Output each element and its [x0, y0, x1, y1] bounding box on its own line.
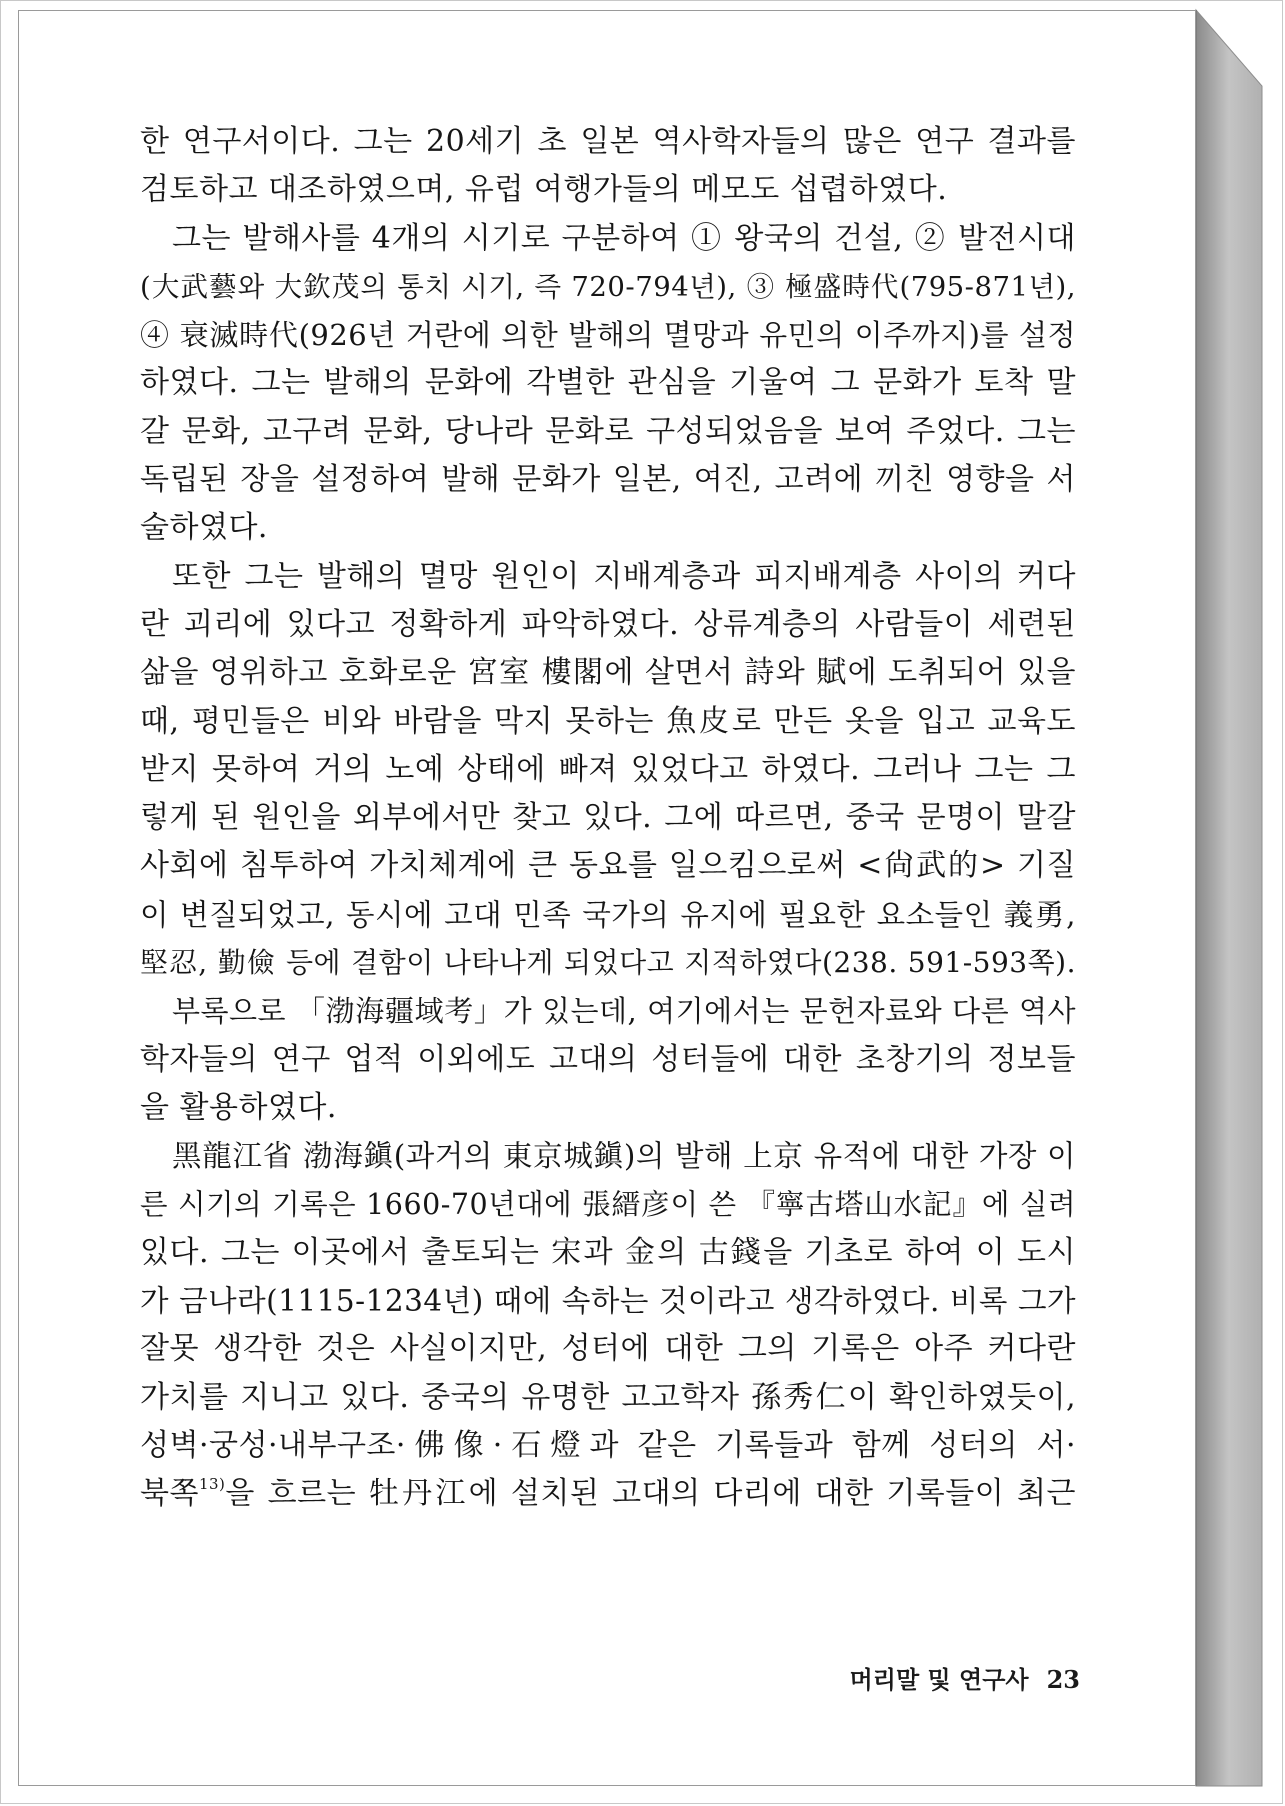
- text-line-content: 술하였다.: [140, 510, 268, 546]
- footnote-marker: 13): [198, 1475, 226, 1494]
- text-line: [140, 311, 1076, 359]
- body-text: [140, 118, 1076, 1519]
- text-line: [140, 359, 1076, 407]
- text-line-content: 삶을 영위하고 호화로운 宮室 樓閣에 살면서 詩와 賦에 도취되어 있을: [140, 655, 1076, 691]
- text-line: [140, 263, 1076, 311]
- text-line-content: 학자들의 연구 업적 이외에도 고대의 성터들에 대한 초창기의 정보들: [140, 1041, 1076, 1077]
- page-footer: [820, 1660, 1080, 1695]
- text-line-content: 란 괴리에 있다고 정확하게 파악하였다. 상류계층의 사람들이 세련된: [140, 606, 1076, 642]
- text-line: [140, 698, 1076, 746]
- text-line-content: 가 금나라(1115-1234년) 때에 속하는 것이라고 생각하였다. 비록 그가: [140, 1284, 1076, 1319]
- text-line: [140, 649, 1076, 697]
- text-line: [140, 1181, 1076, 1229]
- text-line: [140, 1229, 1076, 1277]
- text-line-content: 받지 못하여 거의 노예 상태에 빠져 있었다고 하였다. 그러나 그는 그: [140, 751, 1076, 787]
- text-line: [140, 1132, 1076, 1180]
- text-line-content: 堅忍, 勤儉 등에 결함이 나타나게 되었다고 지적하였다(238. 591-593쪽).: [140, 946, 1076, 980]
- text-line-content: 黑龍江省 渤海鎭(과거의 東京城鎭)의 발해 上京 유적에 대한 가장 이: [172, 1139, 1076, 1174]
- text-line: [140, 504, 1076, 552]
- text-line-content: (大武藝와 大欽茂의 통치 시기, 즉 720-794년), ③ 極盛時代(795-871년),: [140, 270, 1076, 303]
- text-line-content: 검토하고 대조하였으며, 유럽 여행가들의 메모도 섭렵하였다.: [140, 172, 948, 208]
- text-line: [140, 1084, 1076, 1132]
- text-line: [140, 118, 1076, 166]
- text-line-content: 른 시기의 기록은 1660-70년대에 張縉彦이 쓴 『寧古塔山水記』에 실려: [140, 1187, 1076, 1221]
- page-number: 23: [1046, 1665, 1080, 1694]
- text-line: [140, 891, 1076, 939]
- text-line: [140, 1325, 1076, 1373]
- text-line-content: 부록으로 「渤海疆域考」가 있는데, 여기에서는 문헌자료와 다른 역사: [172, 994, 1076, 1029]
- text-line-content: 성벽·궁성·내부구조·佛像·石燈과 같은 기록들과 함께 성터의 서·: [140, 1428, 1076, 1464]
- text-line: [140, 794, 1076, 842]
- text-line-content: 있다. 그는 이곳에서 출토되는 宋과 金의 古錢을 기초로 하여 이 도시: [140, 1234, 1076, 1270]
- text-line-content: 하였다. 그는 발해의 문화에 각별한 관심을 기울여 그 문화가 토착 말: [140, 365, 1076, 401]
- text-line-content: 그는 발해사를 4개의 시기로 구분하여 ① 왕국의 건설, ② 발전시대: [172, 220, 1076, 256]
- text-line: [140, 456, 1076, 504]
- text-line: [140, 1470, 1076, 1518]
- text-line: [140, 215, 1076, 263]
- text-line-content: 을 활용하였다.: [140, 1089, 337, 1125]
- text-line: [140, 553, 1076, 601]
- text-line-content: 이 변질되었고, 동시에 고대 민족 국가의 유지에 필요한 요소들인 義勇,: [140, 897, 1076, 932]
- text-line: [140, 166, 1076, 214]
- text-line: [140, 1036, 1076, 1084]
- text-line-content: 잘못 생각한 것은 사실이지만, 성터에 대한 그의 기록은 아주 커다란: [140, 1331, 1076, 1367]
- text-line-content: 때, 평민들은 비와 바람을 막지 못하는 魚皮로 만든 옷을 입고 교육도: [140, 703, 1076, 739]
- text-line-content: 가치를 지니고 있다. 중국의 유명한 고고학자 孫秀仁이 확인하였듯이,: [140, 1379, 1076, 1415]
- text-line: [140, 987, 1076, 1035]
- text-line-content: 을 흐르는 牡丹江에 설치된 고대의 다리에 대한 기록들이 최근: [225, 1476, 1076, 1512]
- text-line-content: 렇게 된 원인을 외부에서만 찾고 있다. 그에 따르면, 중국 문명이 말갈: [140, 800, 1076, 836]
- text-line-content: 갈 문화, 고구려 문화, 당나라 문화로 구성되었음을 보여 주었다. 그는: [140, 413, 1076, 449]
- text-line-content: 또한 그는 발해의 멸망 원인이 지배계층과 피지배계층 사이의 커다: [172, 558, 1076, 594]
- text-line-content: ④ 衰滅時代(926년 거란에 의한 발해의 멸망과 유민의 이주까지)를 설정: [140, 318, 1076, 353]
- text-line: [140, 939, 1076, 987]
- text-line: [140, 408, 1076, 456]
- text-line: [140, 842, 1076, 890]
- running-head: 머리말 및 연구사: [849, 1666, 1029, 1694]
- text-line-content: 한 연구서이다. 그는 20세기 초 일본 역사학자들의 많은 연구 결과를: [140, 124, 1076, 159]
- text-line-content: 사회에 침투하여 가치체계에 큰 동요를 일으킴으로써 <尙武的> 기질: [140, 848, 1076, 884]
- text-line: [140, 601, 1076, 649]
- text-line-content: 북쪽: [140, 1476, 199, 1512]
- text-line: [140, 1422, 1076, 1470]
- text-line-content: 독립된 장을 설정하여 발해 문화가 일본, 여진, 고려에 끼친 영향을 서: [140, 462, 1076, 498]
- text-line: [140, 746, 1076, 794]
- text-line: [140, 1374, 1076, 1422]
- text-line: [140, 1277, 1076, 1325]
